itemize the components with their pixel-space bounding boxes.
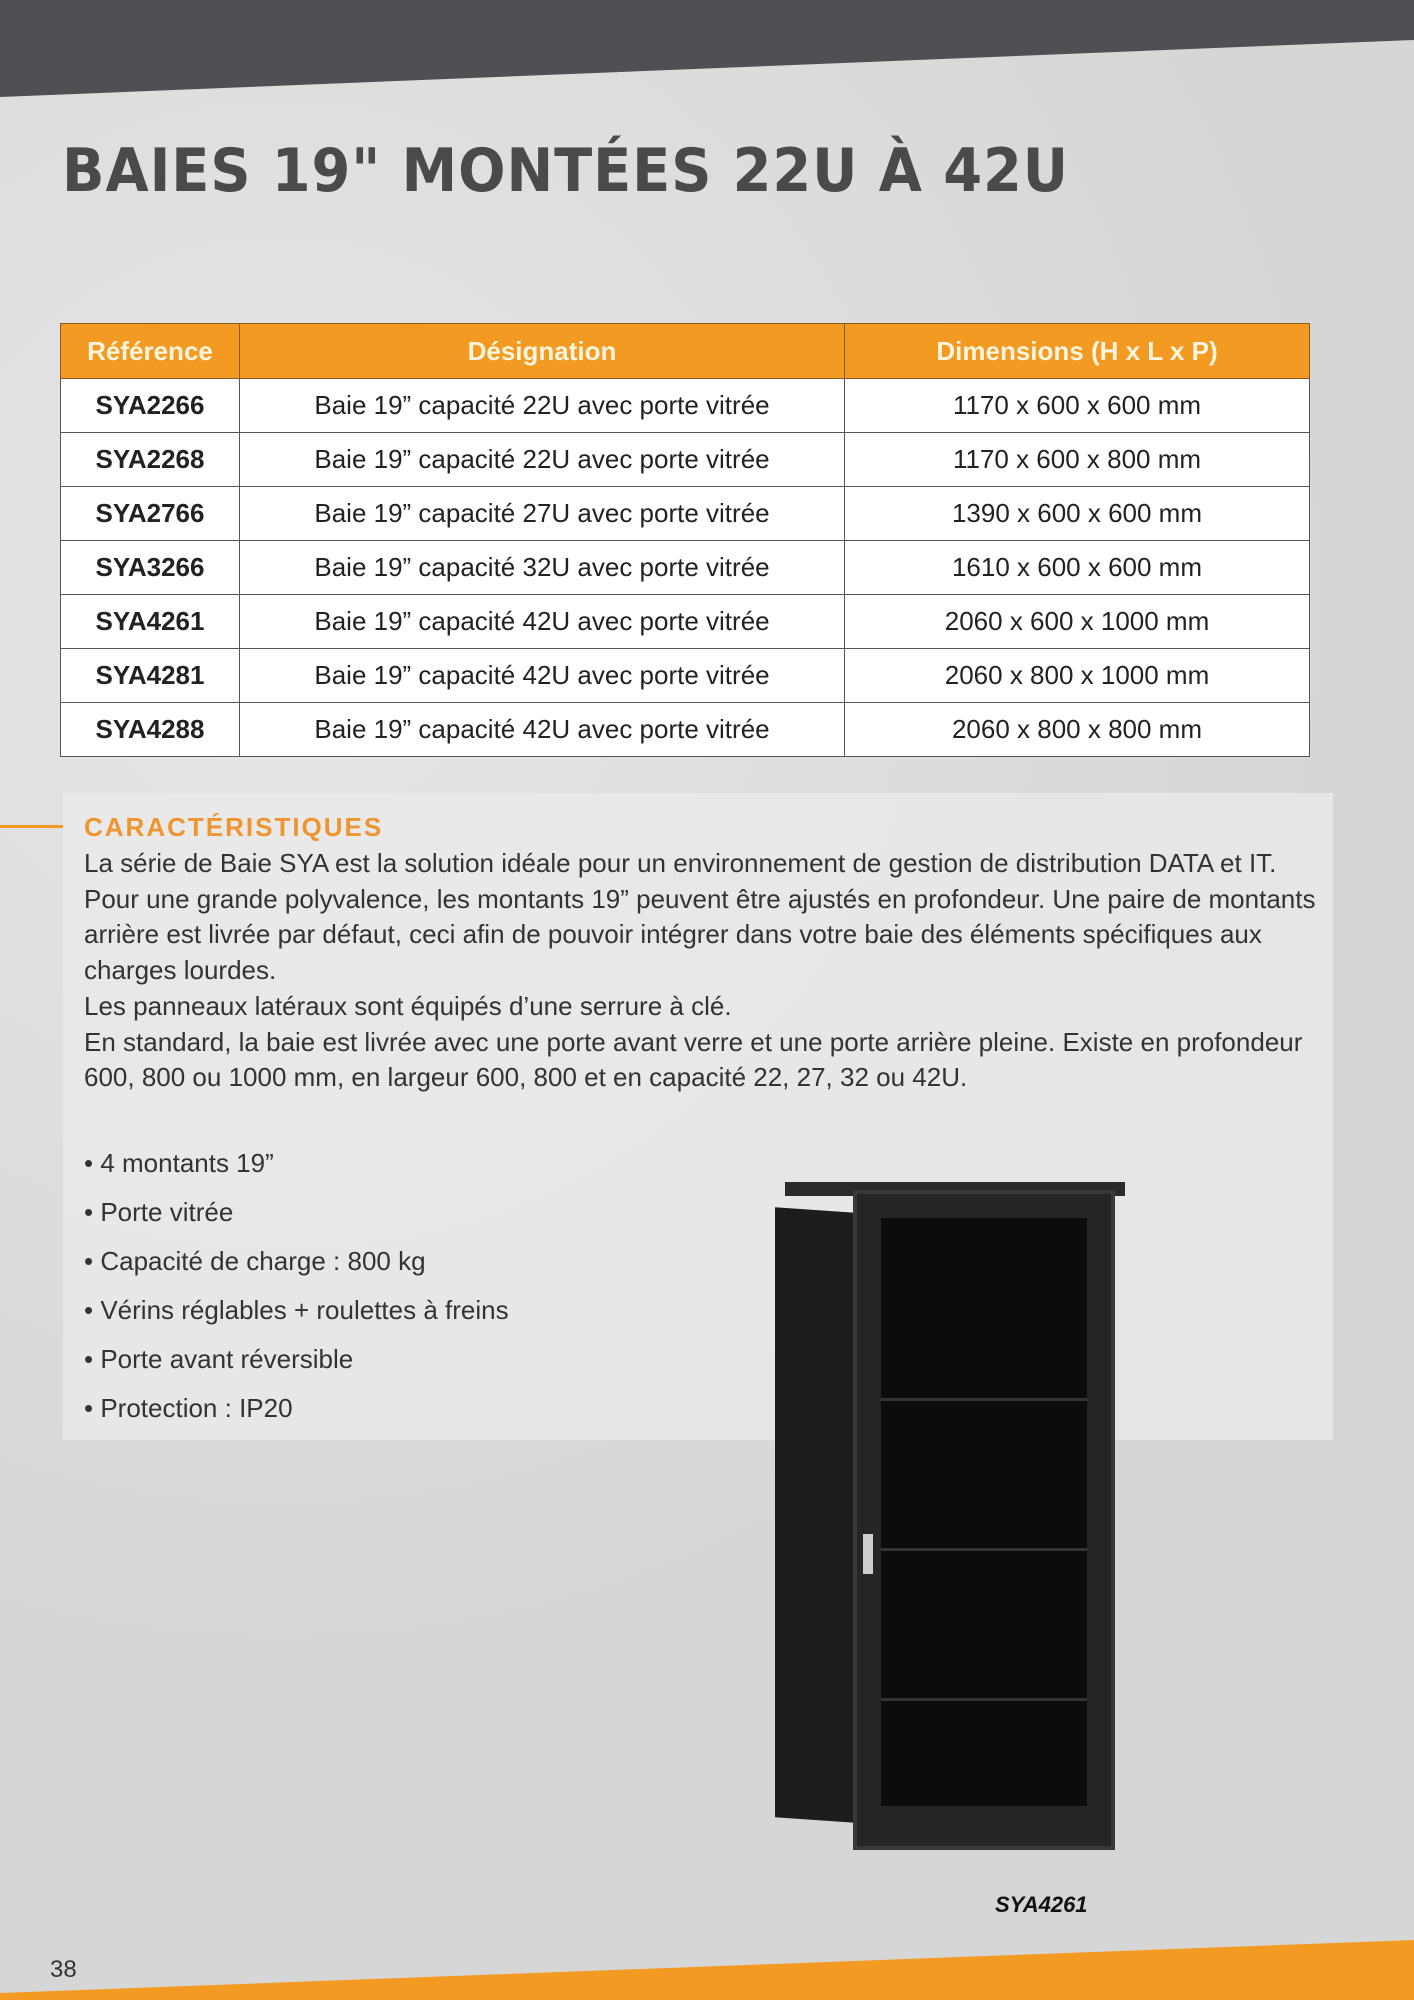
top-header-band	[0, 0, 1414, 100]
paragraph: La série de Baie SYA est la solution idéale pour un environnement de gestion de distribution DATA et IT.	[84, 848, 1277, 878]
feature-item: • 4 montants 19”	[84, 1143, 509, 1192]
cabinet-shelf	[881, 1698, 1087, 1701]
features-description	[84, 846, 1334, 1096]
dimensions-cell: 1170 x 600 x 600 mm	[845, 379, 1310, 433]
image-caption: SYA4261	[995, 1892, 1088, 1917]
reference-cell: SYA2268	[61, 433, 240, 487]
dimensions-cell: 2060 x 800 x 800 mm	[845, 703, 1310, 757]
reference-cell: SYA3266	[61, 541, 240, 595]
cabinet-glass	[881, 1218, 1087, 1806]
designation-cell: Baie 19” capacité 27U avec porte vitrée	[240, 487, 845, 541]
product-table	[60, 323, 1310, 757]
feature-item: • Vérins réglables + roulettes à freins	[84, 1290, 509, 1339]
table-row	[61, 433, 1310, 487]
table-row	[61, 541, 1310, 595]
paragraph: En standard, la baie est livrée avec une porte avant verre et une porte arrière pleine. Existe en profondeur 600, 800 ou 1000 mm, en largeur 600, 800 et en capacité 22, 27, 32 ou 42U.	[84, 1026, 1303, 1093]
header-designation: Désignation	[240, 324, 845, 379]
cabinet-shelf	[881, 1398, 1087, 1401]
designation-cell: Baie 19” capacité 22U avec porte vitrée	[240, 379, 845, 433]
section-accent-line	[0, 825, 63, 828]
designation-cell: Baie 19” capacité 22U avec porte vitrée	[240, 433, 845, 487]
table-row	[61, 379, 1310, 433]
dimensions-cell: 1390 x 600 x 600 mm	[845, 487, 1310, 541]
feature-item: • Porte vitrée	[84, 1192, 509, 1241]
header-reference: Référence	[61, 324, 240, 379]
designation-cell: Baie 19” capacité 42U avec porte vitrée	[240, 649, 845, 703]
reference-cell: SYA4281	[61, 649, 240, 703]
dimensions-cell: 1610 x 600 x 600 mm	[845, 541, 1310, 595]
table-row	[61, 595, 1310, 649]
reference-cell: SYA2766	[61, 487, 240, 541]
cabinet-side-panel	[775, 1207, 855, 1823]
cabinet-shelf	[881, 1548, 1087, 1551]
dimensions-cell: 1170 x 600 x 800 mm	[845, 433, 1310, 487]
paragraph: Les panneaux latéraux sont équipés d’une serrure à clé.	[84, 990, 732, 1021]
server-cabinet-image	[775, 1190, 1125, 1870]
feature-item: • Protection : IP20	[84, 1388, 509, 1437]
reference-cell: SYA4261	[61, 595, 240, 649]
door-handle	[863, 1534, 873, 1574]
designation-cell: Baie 19” capacité 32U avec porte vitrée	[240, 541, 845, 595]
feature-item: • Capacité de charge : 800 kg	[84, 1241, 509, 1290]
table-row	[61, 649, 1310, 703]
features-list	[84, 1143, 509, 1437]
page-number: 38	[50, 1956, 77, 1983]
table-row	[61, 703, 1310, 757]
table-row	[61, 487, 1310, 541]
cabinet-glass-door	[853, 1190, 1115, 1850]
features-title: CARACTÉRISTIQUES	[84, 812, 384, 842]
designation-cell: Baie 19” capacité 42U avec porte vitrée	[240, 595, 845, 649]
bottom-accent-band	[0, 1930, 1414, 2000]
dimensions-cell: 2060 x 800 x 1000 mm	[845, 649, 1310, 703]
designation-cell: Baie 19” capacité 42U avec porte vitrée	[240, 703, 845, 757]
table-header-row	[61, 324, 1310, 379]
reference-cell: SYA4288	[61, 703, 240, 757]
header-dimensions: Dimensions (H x L x P)	[845, 324, 1310, 379]
feature-item: • Porte avant réversible	[84, 1339, 509, 1388]
dimensions-cell: 2060 x 600 x 1000 mm	[845, 595, 1310, 649]
paragraph: Pour une grande polyvalence, les montants 19” peuvent être ajustés en profondeur. Une paire de montants arrière est livrée par défaut, ceci afin de pouvoir intégrer dans votre baie des éléments spécifiques aux charges lourdes.	[84, 883, 1316, 986]
page-title: BAIES 19" MONTÉES 22U À 42U	[62, 136, 1070, 206]
reference-cell: SYA2266	[61, 379, 240, 433]
